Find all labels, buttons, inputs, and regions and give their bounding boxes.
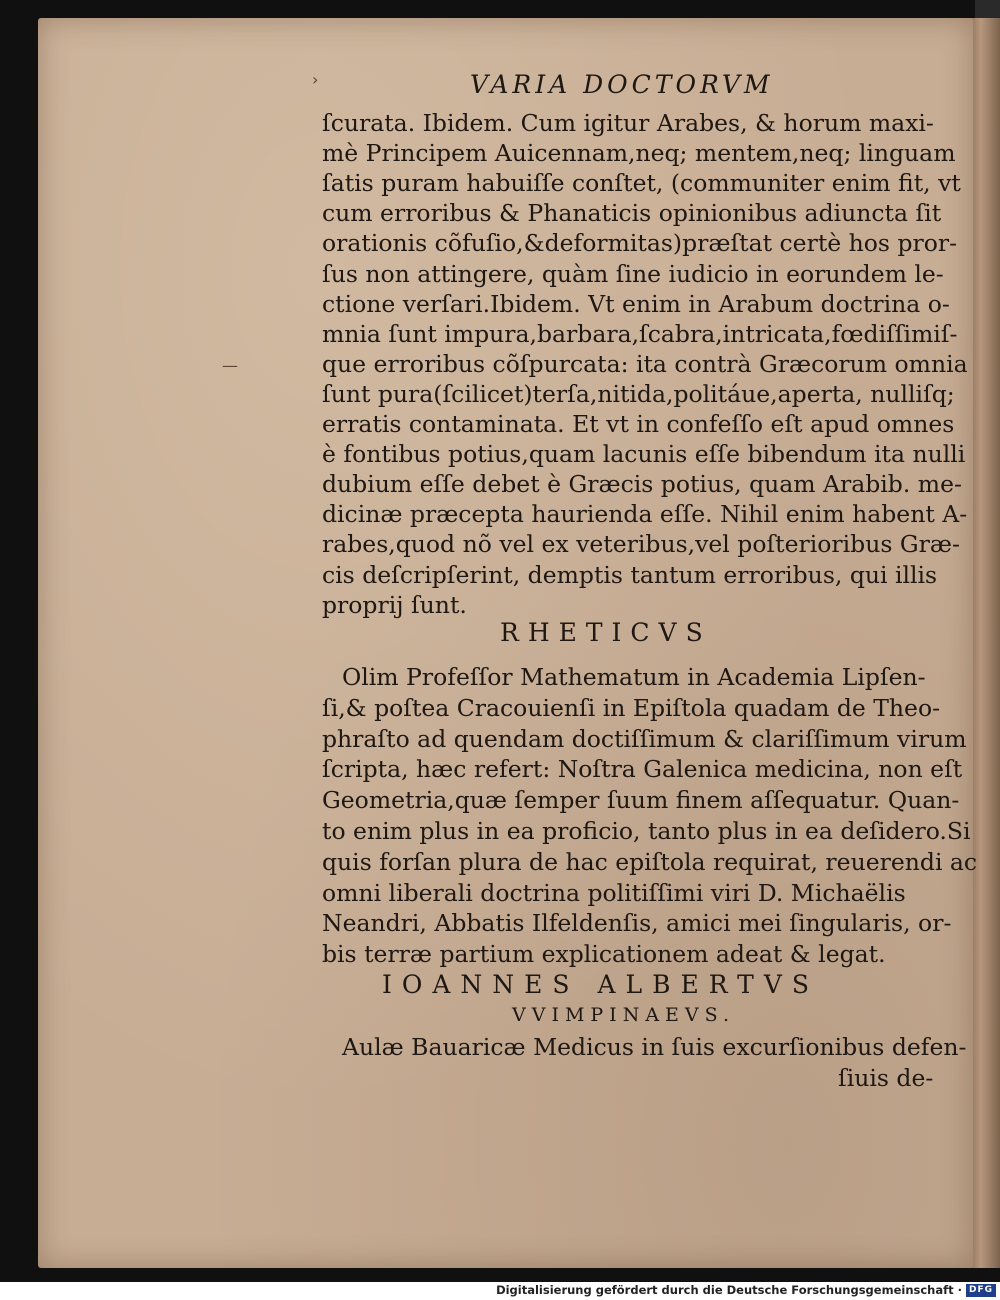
text-line: ſcurata. Ibidem. Cum igitur Arabes, & horum maxi-	[322, 109, 934, 137]
scan-corner	[975, 0, 1000, 18]
section-heading-albertus: IOANNES ALBERTVS	[382, 970, 820, 999]
text-line: ſi,& poſtea Cracouienſi in Epiſtola quadam de Theo-	[322, 693, 941, 722]
page-mark: —	[222, 356, 238, 375]
page-mark: ›	[312, 70, 319, 89]
text-line: Aulæ Bauaricæ Medicus in ſuis excurſionibus defen-	[342, 1033, 967, 1061]
text-line: è fontibus potius,quam lacunis eſſe bibendum ita nulli	[322, 440, 966, 469]
section-heading-rheticus: RHETICVS	[500, 618, 712, 647]
text-line: to enim plus in ea proficio, tanto plus in ea deſidero.Si	[322, 817, 971, 845]
text-line: ſunt pura(ſcilicet)terſa,nitida,politáue,aperta, nulliſq;	[322, 379, 955, 408]
text-line: phraſto ad quendam doctiſſimum & clariſſimum virum	[322, 724, 967, 753]
text-line: rabes,quod nõ vel ex veteribus,vel poſterioribus Græ-	[322, 530, 960, 559]
text-line: mnia ſunt impura,barbara,ſcabra,intricata,fœdiſſimiſ-	[322, 319, 958, 348]
text-line: Olim Profeſſor Mathematum in Academia Lipſen-	[342, 663, 926, 691]
text-line: Geometria,quæ ſemper ſuum finem aſſequatur. Quan-	[322, 786, 960, 815]
text-line: proprij ſunt.	[322, 590, 467, 619]
text-line: dicinæ præcepta haurienda eſſe. Nihil enim habent A-	[322, 500, 968, 529]
text-line: dubium eſſe debet è Græcis potius, quam Arabib. me-	[322, 470, 962, 499]
text-line: bis terræ partium explicationem adeat & legat.	[322, 940, 886, 969]
text-line: cum erroribus & Phanaticis opinionibus adiuncta ſit	[322, 199, 942, 228]
text-line: cis deſcripſerint, demptis tantum erroribus, qui illis	[322, 560, 938, 589]
text-line: que erroribus cõſpurcata: ita contrà Græcorum omnia	[322, 349, 968, 378]
text-line: erratis contaminata. Et vt in confeſſo eſt apud omnes	[322, 410, 955, 438]
text-line: ctione verſari.Ibidem. Vt enim in Arabum doctrina o-	[322, 289, 950, 318]
text-line: orationis cõfuſio,&deformitas)præſtat certè hos pror-	[322, 229, 958, 258]
text-line: ſus non attingere, quàm ſine iudicio in eorundem le-	[322, 259, 944, 288]
text-line: omni liberali doctrina politiſſimi viri D. Michaëlis	[322, 878, 906, 907]
text-line: ſatis puram habuiſſe conſtet, (communiter enim fit, vt	[322, 169, 961, 198]
running-head: VARIA DOCTORVM	[470, 70, 774, 99]
dfg-logo: DFG	[966, 1284, 996, 1297]
footer-credit: Digitalisierung gefördert durch die Deutsche Forschungsgemeinschaft ·	[496, 1283, 962, 1297]
text-line: Neandri, Abbatis Ilfeldenſis, amici mei ſingularis, or-	[322, 909, 952, 938]
text-line: ſiuis de-	[838, 1064, 934, 1092]
section-subheading-wimpinaeus: VVIMPINAEVS.	[512, 1004, 736, 1026]
text-line: mè Principem Auicennam,neq; mentem,neq; linguam	[322, 139, 956, 168]
footer-bar	[0, 1282, 1000, 1300]
text-line: quis forſan plura de hac epiſtola requirat, reuerendi ac	[322, 847, 978, 876]
text-line: ſcripta, hæc refert: Noſtra Galenica medicina, non eſt	[322, 755, 963, 784]
